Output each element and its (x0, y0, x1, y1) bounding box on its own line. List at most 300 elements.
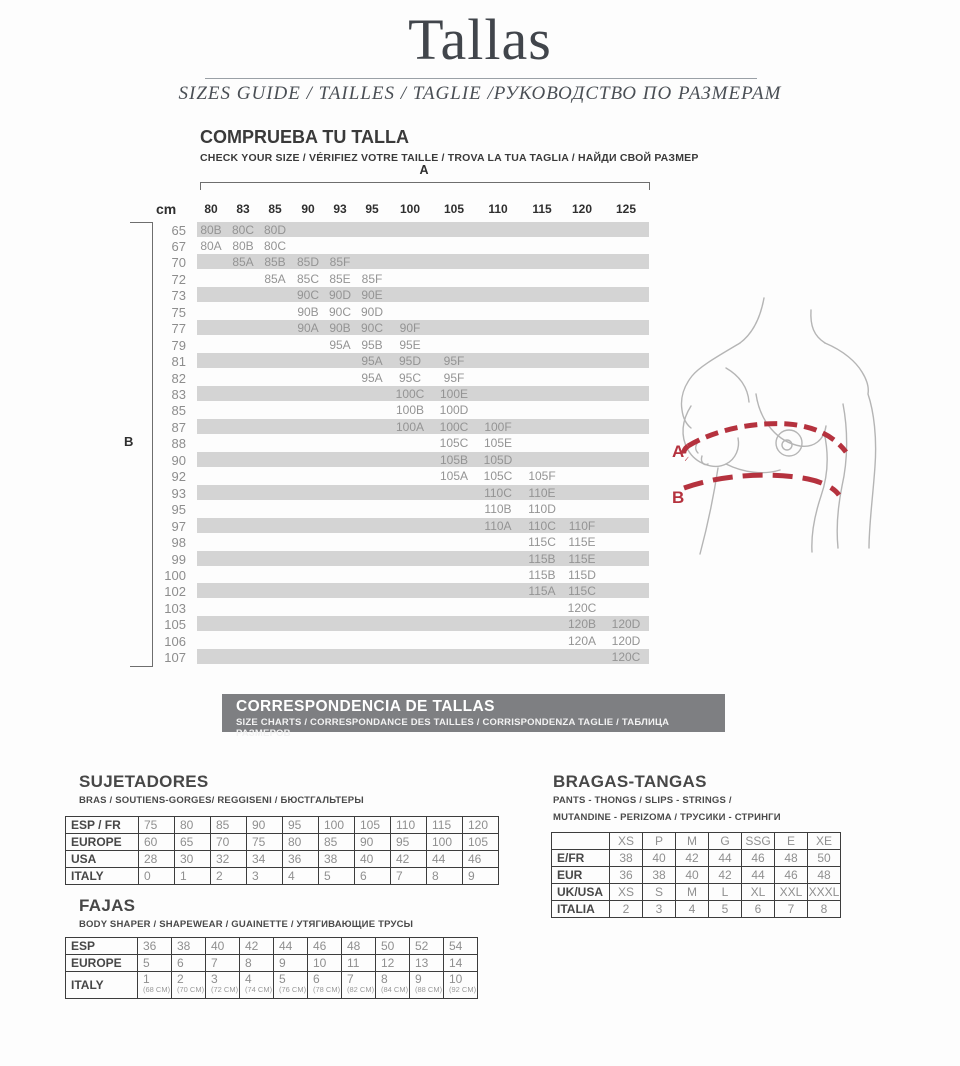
value-text: XXXL (808, 885, 840, 899)
title-divider (205, 78, 757, 79)
column-header-cell: P (643, 833, 676, 850)
matrix-size-cell: 85F (361, 271, 383, 286)
value-text: XS (617, 885, 634, 899)
value-subtext: (88 CM) (415, 985, 443, 994)
value-text: 7 (396, 869, 403, 883)
value-text: 60 (144, 835, 158, 849)
value-cell (742, 884, 775, 901)
pants-size-table (551, 832, 841, 918)
value-cell (355, 851, 391, 868)
value-text: 48 (784, 851, 798, 865)
value-cell (240, 955, 274, 972)
page-subtitle: SIZES GUIDE / TAILLES / TAGLIE /РУКОВОДСТВО ПО РАЗМЕРАМ (178, 83, 782, 104)
matrix-size-cell: 80B (200, 222, 222, 237)
value-text: 38 (324, 852, 338, 866)
value-cell (427, 817, 463, 834)
column-header-cell: SSG (742, 833, 775, 850)
matrix-column-header: 85 (268, 202, 282, 216)
value-text: 40 (360, 852, 374, 866)
value-cell (175, 851, 211, 868)
matrix-size-cell: 100E (439, 387, 469, 401)
value-cell (444, 955, 478, 972)
page-title: Tallas (408, 7, 552, 72)
value-cell (308, 972, 342, 999)
bras-size-table (65, 816, 499, 885)
bust-line-a-cap (684, 446, 688, 459)
matrix-column-header: 115 (532, 202, 552, 216)
value-cell (676, 901, 709, 918)
value-text: 28 (144, 852, 158, 866)
value-subtext: (84 CM) (381, 985, 409, 994)
matrix-size-cell: 115E (568, 535, 596, 550)
value-cell (643, 850, 676, 867)
matrix-column-header: 105 (443, 202, 465, 216)
value-cell (206, 955, 240, 972)
bust-measure-a-label: A (419, 163, 429, 177)
matrix-size-cell: 90C (296, 288, 319, 303)
value-cell (211, 868, 247, 885)
matrix-column-header: 100 (399, 202, 421, 216)
matrix-size-cell: 90B (297, 304, 319, 319)
value-cell (427, 834, 463, 851)
value-cell (355, 834, 391, 851)
value-cell (247, 817, 283, 834)
matrix-size-cell: 80B (232, 238, 254, 253)
matrix-size-cell: 100F (484, 419, 512, 434)
pants-section-subtitle-1: PANTS - THONGS / SLIPS - STRINGS / (553, 795, 732, 806)
value-cell (319, 851, 355, 868)
matrix-size-cell: 105C (483, 469, 513, 484)
table-row (552, 901, 841, 918)
value-cell (808, 850, 841, 867)
matrix-column-header: 125 (615, 202, 637, 216)
value-text: 5 (143, 956, 150, 970)
value-cell (709, 884, 742, 901)
row-label-cell: UK/USA (552, 884, 610, 901)
measurement-lines (684, 424, 846, 495)
value-text: 46 (751, 851, 765, 865)
matrix-row-label: 105 (164, 617, 186, 633)
value-text: 42 (396, 852, 410, 866)
matrix-size-cell: 100B (395, 403, 425, 418)
value-text: 8 (381, 972, 388, 986)
matrix-row-label: 85 (171, 403, 186, 419)
matrix-size-cell: 85C (296, 271, 319, 286)
matrix-size-cell: 95F (443, 370, 465, 385)
matrix-size-cell: 95A (329, 337, 351, 352)
value-subtext: (76 CM) (279, 985, 307, 994)
value-text: 40 (652, 851, 666, 865)
matrix-size-cell: 90F (399, 321, 421, 336)
row-label-cell: EUR (552, 867, 610, 884)
value-text: 90 (360, 835, 374, 849)
matrix-size-cell: 85D (296, 255, 319, 270)
matrix-size-cell: 120B (567, 617, 597, 632)
value-cell (342, 972, 376, 999)
bras-section-subtitle: BRAS / SOUTIENS-GORGES/ REGGISENI / БЮСТГАЛЬТЕРЫ (79, 795, 364, 806)
matrix-row-label: 83 (171, 387, 186, 402)
matrix-row-label: 90 (171, 452, 186, 468)
column-header-cell: G (709, 833, 742, 850)
value-text: 13 (415, 956, 429, 970)
matrix-size-cell: 95B (361, 337, 383, 352)
matrix-row-band (197, 485, 649, 500)
matrix-row-label: 87 (171, 419, 186, 435)
value-cell (775, 867, 808, 884)
value-cell (775, 901, 808, 918)
matrix-column-header: 93 (333, 202, 347, 216)
value-cell (138, 955, 172, 972)
table-row (552, 850, 841, 867)
value-cell (463, 817, 499, 834)
value-cell (175, 817, 211, 834)
value-cell (206, 972, 240, 999)
value-cell (342, 955, 376, 972)
value-cell (319, 868, 355, 885)
check-size-title: COMPRUEBA TU TALLA (200, 127, 409, 147)
value-cell (775, 850, 808, 867)
value-cell (274, 955, 308, 972)
value-text: L (721, 885, 729, 899)
matrix-size-cell: 90E (361, 288, 383, 303)
value-cell (172, 938, 206, 955)
value-cell (376, 972, 410, 999)
value-text: 42 (245, 939, 259, 953)
matrix-row-label: 92 (171, 469, 186, 485)
value-cell (391, 868, 427, 885)
value-text: 38 (619, 851, 633, 865)
value-text: 48 (347, 939, 361, 953)
value-cell (391, 851, 427, 868)
value-text: 40 (211, 939, 225, 953)
matrix-row-band (197, 452, 649, 467)
bust-bracket (200, 182, 650, 190)
matrix-row-label: 106 (164, 633, 186, 649)
value-subtext: (68 CM) (143, 985, 171, 994)
matrix-column-header: 90 (301, 202, 315, 216)
value-text: 46 (313, 939, 327, 953)
matrix-row-band (197, 287, 649, 302)
underbust-measure-b-label: B (124, 434, 134, 449)
row-label-cell: ESP / FR (66, 817, 139, 834)
value-cell (211, 851, 247, 868)
value-cell (742, 850, 775, 867)
matrix-row-label: 70 (171, 255, 186, 271)
value-cell (274, 972, 308, 999)
value-cell (247, 834, 283, 851)
column-header-cell: XE (808, 833, 841, 850)
value-text: 75 (252, 835, 266, 849)
column-header-cell: M (676, 833, 709, 850)
correspondence-banner-subtitle: SIZE CHARTS / CORRESPONDANCE DES TAILLES / CORRISPONDENZA TAGLIE / ТАБЛИЦА РАЗМЕРОВ (236, 717, 670, 739)
matrix-row-label: 99 (171, 551, 186, 567)
figure-label-a: A (672, 442, 685, 461)
pants-section-title: BRAGAS-TANGAS (553, 772, 707, 791)
matrix-row-label: 93 (171, 485, 186, 501)
matrix-size-cell: 90C (360, 321, 383, 336)
value-text: 14 (449, 956, 463, 970)
value-text: 70 (216, 835, 230, 849)
matrix-size-cell: 115B (528, 551, 556, 566)
value-cell (610, 867, 643, 884)
matrix-size-cell: 115C (528, 535, 556, 550)
value-cell (211, 834, 247, 851)
column-header-cell: E (775, 833, 808, 850)
value-text: 50 (817, 851, 831, 865)
value-text: 9 (415, 972, 422, 986)
matrix-size-cell: 95A (361, 354, 383, 369)
table-row (552, 867, 841, 884)
value-cell (643, 884, 676, 901)
value-text: 100 (324, 818, 345, 832)
value-cell (240, 972, 274, 999)
value-text: 8 (432, 869, 439, 883)
matrix-size-cell: 100D (439, 403, 469, 418)
value-text: 3 (211, 972, 218, 986)
figure-label-b: B (672, 488, 685, 507)
value-text: 4 (288, 869, 295, 883)
value-cell (139, 868, 175, 885)
value-cell (742, 901, 775, 918)
value-cell (410, 955, 444, 972)
value-text: 10 (449, 972, 463, 986)
matrix-row-label: 79 (171, 337, 186, 353)
value-cell (376, 955, 410, 972)
underbust-line-b (684, 475, 839, 495)
matrix-column-header: 80 (204, 202, 218, 216)
value-cell (247, 851, 283, 868)
value-text: XXL (779, 885, 803, 899)
value-text: 95 (288, 818, 302, 832)
value-cell (808, 901, 841, 918)
table-row (66, 972, 478, 999)
row-label-cell: EUROPE (66, 955, 138, 972)
matrix-size-cell: 85B (264, 255, 286, 270)
value-text: 9 (279, 956, 286, 970)
value-text: 34 (252, 852, 266, 866)
row-label-cell: EUROPE (66, 834, 139, 851)
value-text: 105 (468, 835, 489, 849)
matrix-size-cell: 110A (484, 518, 512, 533)
unit-label: cm (156, 201, 177, 217)
value-cell (355, 817, 391, 834)
value-text: 38 (652, 868, 666, 882)
row-label-cell: E/FR (552, 850, 610, 867)
value-cell (274, 938, 308, 955)
bras-section-title: SUJETADORES (79, 772, 209, 791)
value-cell (139, 851, 175, 868)
column-header-cell: XS (610, 833, 643, 850)
value-cell (643, 867, 676, 884)
matrix-row-label: 82 (171, 370, 186, 386)
value-cell (391, 817, 427, 834)
matrix-row-label: 73 (171, 288, 186, 304)
matrix-column-header: 95 (365, 202, 379, 216)
value-text: 2 (622, 902, 630, 916)
value-text: 3 (655, 902, 663, 916)
value-text: 65 (180, 835, 194, 849)
matrix-size-cell: 100A (395, 419, 425, 434)
matrix-row-label: 107 (164, 650, 186, 666)
matrix-size-cell: 90C (328, 304, 351, 319)
value-text: 0 (144, 869, 151, 883)
value-cell (138, 938, 172, 955)
matrix-row-label: 81 (171, 354, 186, 370)
value-subtext: (78 CM) (313, 985, 341, 994)
value-cell (376, 938, 410, 955)
value-subtext: (70 CM) (177, 985, 205, 994)
matrix-size-cell: 90A (297, 321, 319, 336)
value-text: 46 (784, 868, 798, 882)
value-text: 1 (143, 972, 150, 986)
shapewear-grid (65, 937, 478, 999)
matrix-size-cell: 90D (328, 288, 351, 303)
value-cell (676, 850, 709, 867)
value-cell (610, 901, 643, 918)
value-cell (206, 938, 240, 955)
matrix-row-label: 88 (171, 436, 186, 452)
value-cell (709, 867, 742, 884)
matrix-row-label: 102 (164, 584, 186, 600)
value-text: 11 (347, 956, 360, 970)
matrix-size-cell: 115D (568, 567, 596, 582)
value-cell (172, 955, 206, 972)
value-text: 8 (245, 956, 252, 970)
shapewear-section-subtitle: BODY SHAPER / SHAPEWEAR / GUAINETTE / УТЯГИВАЮЩИЕ ТРУСЫ (79, 919, 414, 930)
matrix-size-cell: 95F (443, 354, 465, 369)
matrix-size-cell: 100C (439, 419, 469, 434)
row-label-cell: ITALIA (552, 901, 610, 918)
matrix-size-cell: 105E (483, 436, 513, 451)
matrix-row-label: 95 (171, 502, 186, 518)
matrix-size-cell: 115C (568, 584, 596, 599)
value-text: 36 (619, 868, 633, 882)
value-text: 50 (381, 939, 395, 953)
value-text: 2 (216, 869, 223, 883)
value-cell (427, 868, 463, 885)
value-text: 40 (685, 868, 699, 882)
value-text: 6 (754, 902, 762, 916)
value-cell (283, 834, 319, 851)
value-text: 10 (313, 956, 327, 970)
value-text: 7 (787, 902, 795, 916)
matrix-size-cell: 105C (439, 436, 469, 451)
value-text: 80 (288, 835, 302, 849)
value-cell (676, 884, 709, 901)
value-text: 4 (245, 972, 252, 986)
value-text: XL (750, 885, 766, 899)
pants-grid (551, 832, 841, 918)
value-cell (610, 884, 643, 901)
value-cell (709, 850, 742, 867)
value-cell (139, 817, 175, 834)
value-text: 48 (817, 868, 831, 882)
matrix-size-cell: 120D (611, 633, 641, 648)
value-cell (463, 834, 499, 851)
value-text: 4 (688, 902, 696, 916)
value-text: 44 (279, 939, 293, 953)
corner-cell (552, 833, 610, 850)
matrix-row-label: 97 (171, 518, 186, 534)
value-cell (175, 834, 211, 851)
value-text: 6 (177, 956, 184, 970)
row-label-cell: ESP (66, 938, 138, 955)
row-label-cell: ITALY (66, 868, 139, 885)
value-text: 110 (396, 818, 416, 832)
matrix-size-cell: 85E (329, 271, 351, 286)
value-cell (308, 955, 342, 972)
matrix-row-label: 65 (171, 222, 186, 238)
correspondence-banner-title: CORRESPONDENCIA DE TALLAS (236, 698, 495, 715)
value-cell (391, 834, 427, 851)
value-cell (319, 817, 355, 834)
value-cell (427, 851, 463, 868)
value-text: S (654, 885, 663, 899)
value-text: 100 (432, 835, 453, 849)
value-cell (410, 938, 444, 955)
value-text: 44 (432, 852, 446, 866)
value-subtext: (82 CM) (347, 985, 375, 994)
value-cell (676, 867, 709, 884)
value-subtext: (72 CM) (211, 985, 239, 994)
matrix-size-cell: 110B (484, 502, 512, 517)
matrix-size-cell: 120C (567, 600, 597, 615)
value-cell (172, 972, 206, 999)
value-text: 7 (347, 972, 354, 986)
value-text: 120 (468, 818, 489, 832)
shapewear-size-table (65, 937, 478, 999)
matrix-size-cell: 120C (611, 650, 641, 665)
value-cell (342, 938, 376, 955)
matrix-size-cell: 105D (483, 452, 513, 467)
value-text: 32 (216, 852, 230, 866)
value-text: 46 (468, 852, 482, 866)
table-row (66, 817, 499, 834)
matrix-row-label: 77 (171, 321, 186, 337)
value-text: 5 (721, 902, 729, 916)
value-cell (308, 938, 342, 955)
matrix-size-cell: 100C (395, 387, 425, 401)
matrix-size-cell: 90B (329, 321, 351, 336)
value-cell (808, 884, 841, 901)
matrix-size-cell: 110D (528, 502, 556, 517)
value-text: 95 (396, 835, 410, 849)
value-cell (319, 834, 355, 851)
value-cell (211, 817, 247, 834)
matrix-size-cell: 110E (528, 485, 556, 500)
value-cell (283, 851, 319, 868)
value-cell (410, 972, 444, 999)
matrix-row-label: 75 (171, 304, 186, 320)
value-cell (643, 901, 676, 918)
value-cell (283, 868, 319, 885)
value-text: 38 (177, 939, 191, 953)
value-text: 5 (324, 869, 331, 883)
matrix-size-cell: 105F (528, 469, 556, 484)
value-cell (247, 868, 283, 885)
matrix-size-cell: 85A (232, 255, 254, 270)
value-text: 75 (144, 818, 158, 832)
matrix-size-cell: 95A (361, 370, 383, 385)
matrix-row-label: 67 (171, 238, 186, 254)
matrix-size-cell: 85A (264, 271, 286, 286)
value-cell (444, 972, 478, 999)
value-cell (138, 972, 172, 999)
matrix-size-cell: 110C (484, 485, 512, 500)
matrix-size-cell: 80A (200, 238, 222, 253)
value-text: 36 (288, 852, 302, 866)
value-text: 6 (313, 972, 320, 986)
